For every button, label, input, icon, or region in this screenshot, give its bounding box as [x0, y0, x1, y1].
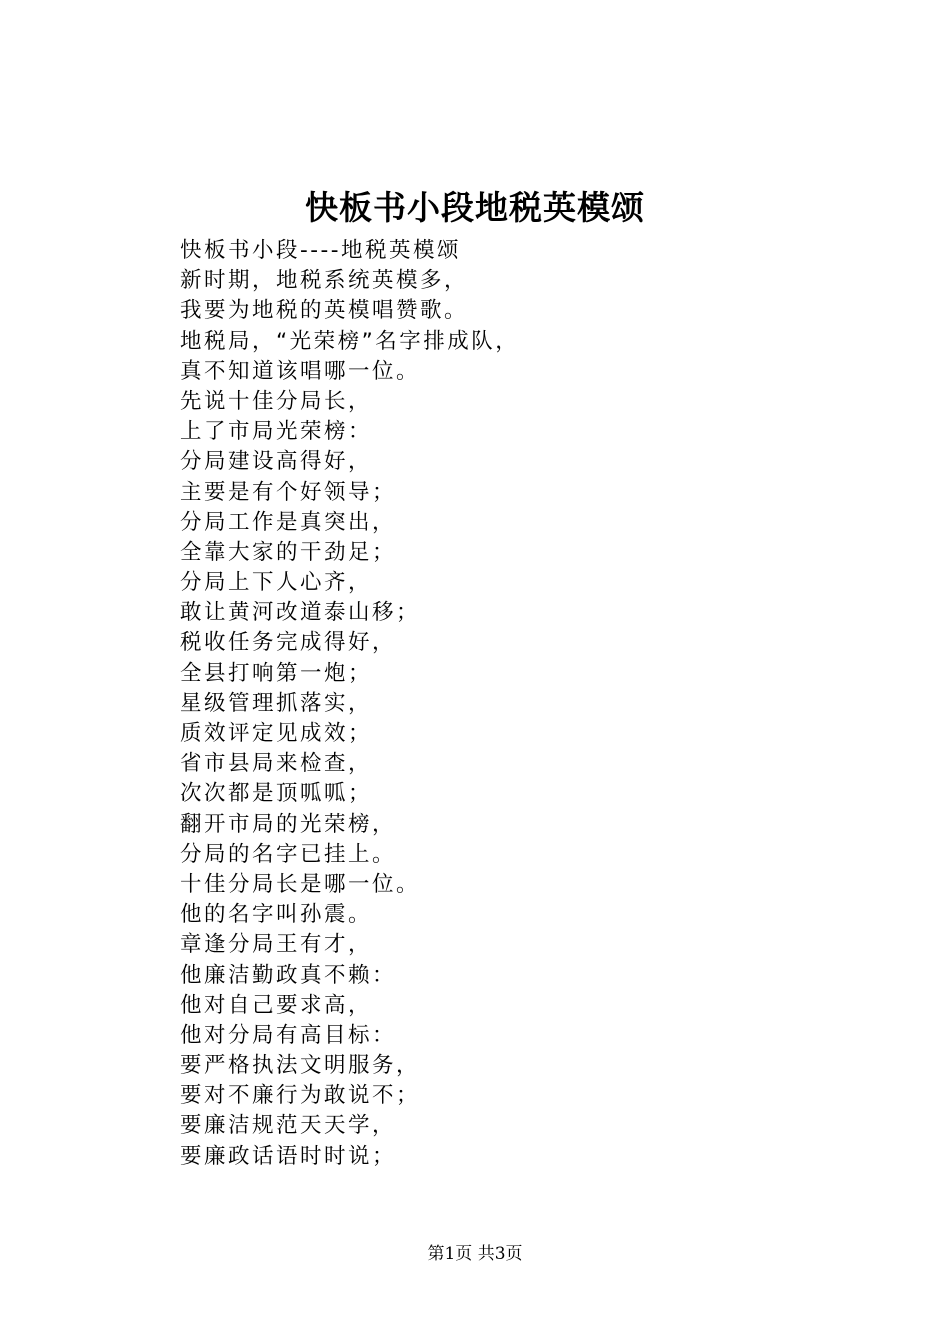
- poem-line: 分局建设高得好，: [180, 449, 373, 475]
- poem-line: 全靠大家的干劲足；: [180, 539, 397, 565]
- poem-line: 他廉洁勤政真不赖：: [180, 962, 397, 988]
- poem-line: 他对自己要求高，: [180, 992, 373, 1018]
- poem-line: 真不知道该唱哪一位。: [180, 358, 421, 384]
- poem-body: [180, 236, 880, 1172]
- poem-line: 要廉政话语时时说；: [180, 1143, 397, 1169]
- poem-line: 快板书小段----地税英模颂: [180, 238, 462, 263]
- poem-line: 十佳分局长是哪一位。: [180, 871, 421, 897]
- poem-line: 要严格执法文明服务，: [180, 1053, 421, 1079]
- poem-line: 要对不廉行为敢说不；: [180, 1083, 421, 1109]
- poem-line: 地税局，“光荣榜”名字排成队，: [180, 328, 520, 354]
- poem-line: 省市县局来检查，: [180, 751, 373, 777]
- poem-line: 他的名字叫孙震。: [180, 902, 373, 928]
- poem-line: 他对分局有高目标：: [180, 1022, 397, 1048]
- poem-line: 税收任务完成得好，: [180, 630, 397, 656]
- poem-line: 章逢分局王有才，: [180, 932, 373, 958]
- poem-line: 分局工作是真突出，: [180, 509, 397, 535]
- poem-line: 新时期，地税系统英模多，: [180, 268, 469, 294]
- poem-line: 上了市局光荣榜：: [180, 419, 373, 445]
- poem-line: 质效评定见成效；: [180, 721, 373, 746]
- poem-line: 分局上下人心齐，: [180, 570, 373, 596]
- poem-line: 我要为地税的英模唱赞歌。: [180, 298, 469, 324]
- poem-line: 翻开市局的光荣榜，: [180, 811, 397, 837]
- page-number-footer: 第1页 共3页: [427, 1244, 523, 1264]
- poem-line: 次次都是顶呱呱；: [180, 781, 373, 807]
- poem-line: 敢让黄河改道泰山移；: [180, 600, 421, 626]
- poem-line: 全县打响第一炮；: [180, 660, 373, 686]
- poem-line: 星级管理抓落实，: [180, 690, 373, 716]
- poem-line: 主要是有个好领导；: [180, 479, 397, 505]
- poem-line: 要廉洁规范天天学，: [180, 1113, 397, 1139]
- poem-line: 分局的名字已挂上。: [180, 841, 397, 867]
- poem-line: 先说十佳分局长，: [180, 388, 373, 414]
- document-title: 快板书小段地税英模颂: [305, 188, 645, 227]
